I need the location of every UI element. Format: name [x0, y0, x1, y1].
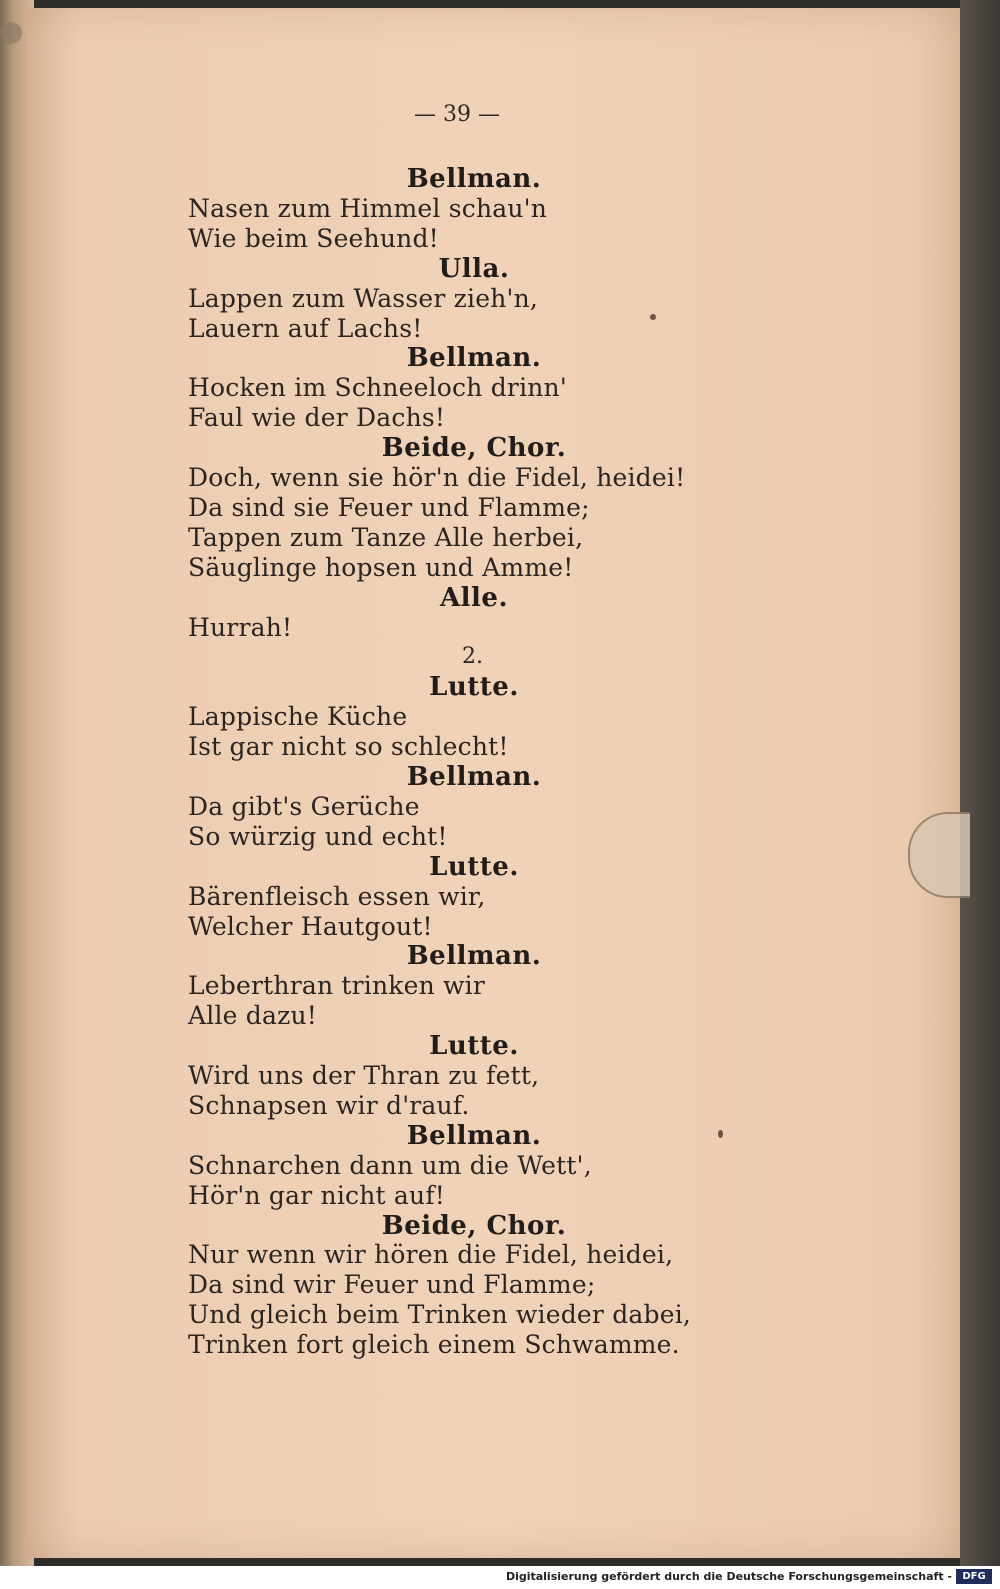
- speaker-heading: Beide, Chor.: [381, 433, 567, 463]
- footer-credit: Digitalisierung gefördert durch die Deutsche Forschungsgemeinschaft -: [505, 1570, 952, 1583]
- verse-line: Tappen zum Tanze Alle herbei,: [188, 523, 584, 552]
- verse-line: Wird uns der Thran zu fett,: [188, 1061, 540, 1090]
- verse-line: Säuglinge hopsen und Amme!: [188, 553, 574, 582]
- verse-line: So würzig und echt!: [188, 822, 448, 851]
- verse-line: Lappische Küche: [188, 702, 408, 731]
- speaker-heading: Bellman.: [406, 941, 542, 971]
- speaker-heading: Lutte.: [429, 672, 519, 702]
- verse-line: Trinken fort gleich einem Schwamme.: [188, 1330, 680, 1359]
- page-number: — 39 —: [414, 102, 500, 127]
- speaker-heading: Bellman.: [406, 164, 542, 194]
- paper-speck: [650, 314, 656, 320]
- verse-line: Alle dazu!: [188, 1001, 318, 1030]
- verse-line: Da gibt's Gerüche: [188, 792, 420, 821]
- verse-line: Hocken im Schneeloch drinn': [188, 373, 567, 402]
- speaker-heading: Beide, Chor.: [381, 1211, 567, 1241]
- dfg-logo-icon: DFG: [956, 1569, 992, 1584]
- verse-line: Da sind sie Feuer und Flamme;: [188, 493, 590, 522]
- verse-line: Hurrah!: [188, 613, 293, 642]
- verse-line: Wie beim Seehund!: [188, 224, 439, 253]
- speaker-heading: Bellman.: [406, 343, 542, 373]
- footer-bar: [0, 1566, 1000, 1589]
- speaker-heading: Lutte.: [429, 852, 519, 882]
- speaker-heading: Alle.: [439, 583, 509, 613]
- verse-line: Lappen zum Wasser zieh'n,: [188, 284, 539, 313]
- speaker-heading: Lutte.: [429, 1031, 519, 1061]
- verse-line: Bärenfleisch essen wir,: [188, 882, 486, 911]
- section-number: 2.: [462, 644, 483, 669]
- verse-line: Faul wie der Dachs!: [188, 403, 446, 432]
- verse-line: Schnapsen wir d'rauf.: [188, 1091, 470, 1120]
- speaker-heading: Bellman.: [406, 762, 542, 792]
- verse-line: Und gleich beim Trinken wieder dabei,: [188, 1300, 692, 1329]
- speaker-heading: Ulla.: [438, 254, 510, 284]
- corner-mark: [0, 22, 22, 44]
- verse-line: Welcher Hautgout!: [188, 912, 433, 941]
- verse-line: Leberthran trinken wir: [188, 971, 486, 1000]
- verse-line: Schnarchen dann um die Wett',: [188, 1151, 592, 1180]
- verse-line: Nasen zum Himmel schau'n: [188, 194, 548, 223]
- verse-line: Lauern auf Lachs!: [188, 314, 423, 343]
- scanner-edge: [960, 0, 1000, 1566]
- verse-line: Hör'n gar nicht auf!: [188, 1181, 446, 1210]
- verse-line: Doch, wenn sie hör'n die Fidel, heidei!: [188, 463, 686, 492]
- verse-line: Nur wenn wir hören die Fidel, heidei,: [188, 1240, 674, 1269]
- verse-line: Da sind wir Feuer und Flamme;: [188, 1270, 596, 1299]
- speaker-heading: Bellman.: [406, 1121, 542, 1151]
- verse-line: Ist gar nicht so schlecht!: [188, 732, 509, 761]
